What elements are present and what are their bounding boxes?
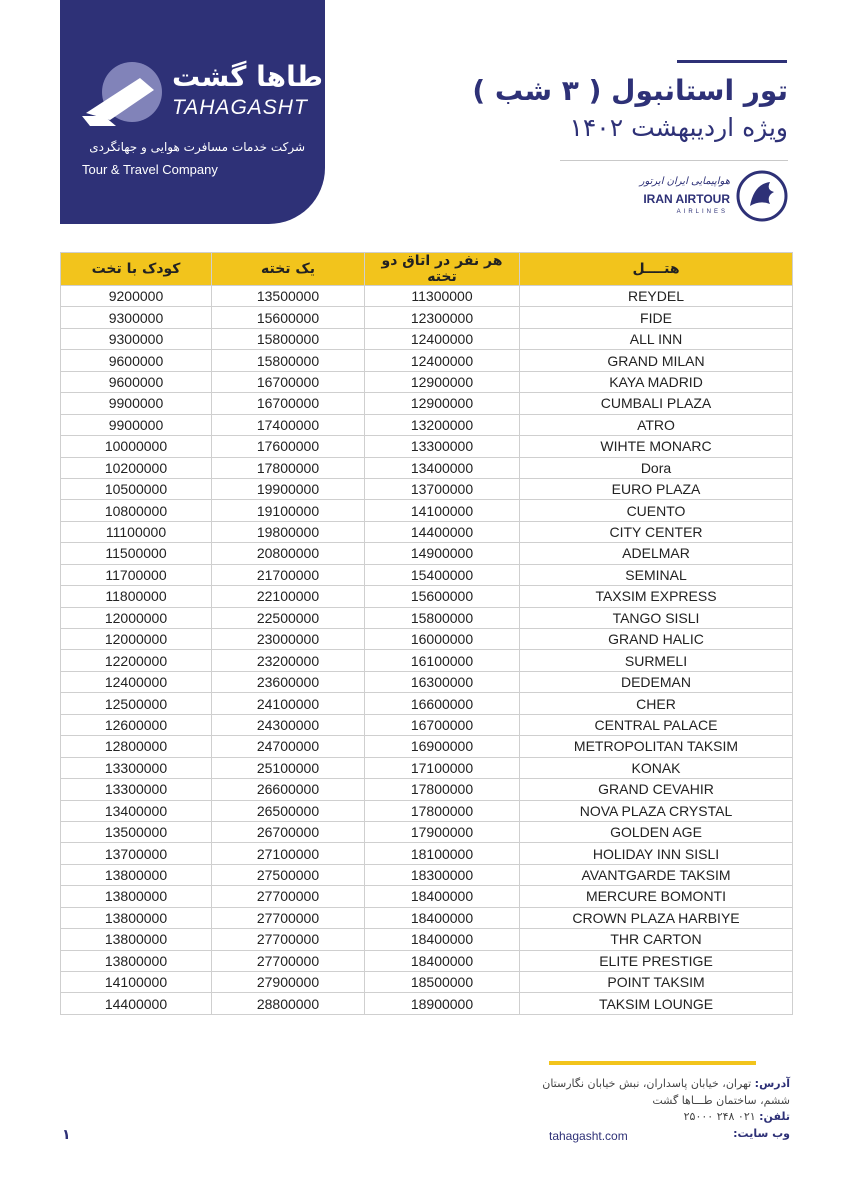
- cell-double: 13400000: [365, 457, 520, 478]
- cell-child: 9300000: [61, 307, 212, 328]
- phone-label: تلفن:: [759, 1110, 790, 1123]
- cell-hotel: HOLIDAY INN SISLI: [520, 843, 793, 864]
- cell-double: 16100000: [365, 650, 520, 671]
- cell-child: 13800000: [61, 929, 212, 950]
- table-row: [61, 843, 793, 864]
- cell-single: 28800000: [212, 993, 365, 1014]
- table-row: [61, 886, 793, 907]
- cell-single: 19100000: [212, 500, 365, 521]
- cell-hotel: NOVA PLAZA CRYSTAL: [520, 800, 793, 821]
- cell-hotel: ADELMAR: [520, 543, 793, 564]
- cell-single: 27500000: [212, 864, 365, 885]
- cell-hotel: GRAND CEVAHIR: [520, 779, 793, 800]
- cell-child: 9300000: [61, 328, 212, 349]
- cell-double: 15400000: [365, 564, 520, 585]
- address-line2: ششم، ساختمان طـــاها گشت: [652, 1094, 790, 1107]
- phone-value: ۰۲۱ ۲۴۸ ۲۵۰۰۰: [683, 1110, 756, 1123]
- cell-double: 13700000: [365, 478, 520, 499]
- cell-double: 17800000: [365, 800, 520, 821]
- cell-child: 13300000: [61, 779, 212, 800]
- table-row: [61, 736, 793, 757]
- brand-name-en: TAHAGASHT: [172, 96, 308, 119]
- cell-child: 13700000: [61, 843, 212, 864]
- table-row: [61, 972, 793, 993]
- cell-single: 23000000: [212, 629, 365, 650]
- cell-double: 18100000: [365, 843, 520, 864]
- cell-child: 13500000: [61, 821, 212, 842]
- cell-double: 16900000: [365, 736, 520, 757]
- cell-child: 9900000: [61, 393, 212, 414]
- website-link[interactable]: tahagasht.com: [549, 1129, 628, 1143]
- cell-child: 9600000: [61, 350, 212, 371]
- airtour-name-fa: هواپیمایی ایران ایرتور: [639, 176, 730, 187]
- cell-hotel: THR CARTON: [520, 929, 793, 950]
- cell-double: 14400000: [365, 521, 520, 542]
- table-row: [61, 500, 793, 521]
- tahagasht-logo-icon: [80, 58, 170, 133]
- cell-double: 12900000: [365, 371, 520, 392]
- cell-single: 24100000: [212, 693, 365, 714]
- cell-child: 9200000: [61, 286, 212, 307]
- cell-single: 22500000: [212, 607, 365, 628]
- cell-child: 12000000: [61, 607, 212, 628]
- cell-single: 19900000: [212, 478, 365, 499]
- table-row: [61, 650, 793, 671]
- cell-double: 18900000: [365, 993, 520, 1014]
- table-row: [61, 950, 793, 971]
- cell-double: 17900000: [365, 821, 520, 842]
- cell-double: 12400000: [365, 328, 520, 349]
- table-row: [61, 371, 793, 392]
- cell-child: 14400000: [61, 993, 212, 1014]
- table-row: [61, 350, 793, 371]
- address-label: آدرس:: [754, 1077, 790, 1090]
- cell-single: 24700000: [212, 736, 365, 757]
- cell-child: 12800000: [61, 736, 212, 757]
- cell-single: 24300000: [212, 714, 365, 735]
- cell-child: 13800000: [61, 950, 212, 971]
- cell-single: 17800000: [212, 457, 365, 478]
- cell-double: 18400000: [365, 929, 520, 950]
- cell-single: 15600000: [212, 307, 365, 328]
- table-row: [61, 907, 793, 928]
- cell-double: 17100000: [365, 757, 520, 778]
- table-row: [61, 757, 793, 778]
- table-row: [61, 457, 793, 478]
- cell-double: 17800000: [365, 779, 520, 800]
- brand-header: [60, 0, 325, 224]
- cell-hotel: ALL INN: [520, 328, 793, 349]
- table-row: [61, 800, 793, 821]
- cell-double: 11300000: [365, 286, 520, 307]
- cell-single: 27100000: [212, 843, 365, 864]
- cell-hotel: CITY CENTER: [520, 521, 793, 542]
- cell-hotel: GRAND MILAN: [520, 350, 793, 371]
- cell-double: 14100000: [365, 500, 520, 521]
- brand-name-fa: طاها گشت: [172, 60, 323, 93]
- iran-airtour-logo: [640, 168, 790, 226]
- table-row: [61, 929, 793, 950]
- cell-hotel: WIHTE MONARC: [520, 436, 793, 457]
- cell-child: 13800000: [61, 886, 212, 907]
- cell-child: 14100000: [61, 972, 212, 993]
- cell-single: 19800000: [212, 521, 365, 542]
- cell-single: 27700000: [212, 886, 365, 907]
- address-block: [540, 1075, 790, 1109]
- title-rule: [677, 60, 787, 63]
- table-row: [61, 693, 793, 714]
- cell-hotel: SEMINAL: [520, 564, 793, 585]
- cell-single: 16700000: [212, 371, 365, 392]
- airtour-name-en: IRAN AIRTOUR: [643, 192, 730, 206]
- table-row: [61, 478, 793, 499]
- cell-hotel: MERCURE BOMONTI: [520, 886, 793, 907]
- cell-double: 15600000: [365, 586, 520, 607]
- cell-double: 18400000: [365, 886, 520, 907]
- cell-double: 16700000: [365, 714, 520, 735]
- cell-single: 25100000: [212, 757, 365, 778]
- cell-child: 13800000: [61, 907, 212, 928]
- page-title: تور استانبول ( ۳ شب ): [472, 74, 788, 107]
- cell-double: 18300000: [365, 864, 520, 885]
- cell-double: 14900000: [365, 543, 520, 564]
- cell-single: 22100000: [212, 586, 365, 607]
- cell-child: 13300000: [61, 757, 212, 778]
- cell-hotel: CUENTO: [520, 500, 793, 521]
- table-row: [61, 564, 793, 585]
- cell-hotel: POINT TAKSIM: [520, 972, 793, 993]
- cell-double: 18400000: [365, 950, 520, 971]
- cell-double: 12300000: [365, 307, 520, 328]
- table-header-row: [61, 253, 793, 286]
- table-body: [61, 286, 793, 1015]
- cell-single: 26600000: [212, 779, 365, 800]
- cell-child: 10500000: [61, 478, 212, 499]
- table-row: [61, 607, 793, 628]
- cell-double: 12400000: [365, 350, 520, 371]
- table-row: [61, 821, 793, 842]
- table-row: [61, 779, 793, 800]
- cell-hotel: ATRO: [520, 414, 793, 435]
- header-double: هر نفر در اتاق دو تخته: [365, 253, 520, 286]
- cell-hotel: CROWN PLAZA HARBIYE: [520, 907, 793, 928]
- website-label: وب سایت:: [733, 1127, 790, 1140]
- cell-single: 27700000: [212, 929, 365, 950]
- footer-rule: [549, 1061, 756, 1065]
- table-row: [61, 543, 793, 564]
- cell-single: 27700000: [212, 950, 365, 971]
- cell-child: 12400000: [61, 671, 212, 692]
- table-row: [61, 586, 793, 607]
- cell-child: 13400000: [61, 800, 212, 821]
- title-divider: [560, 160, 788, 161]
- cell-double: 12900000: [365, 393, 520, 414]
- cell-hotel: ELITE PRESTIGE: [520, 950, 793, 971]
- table-row: [61, 436, 793, 457]
- header-hotel: هتــــل: [520, 253, 793, 286]
- cell-double: 13200000: [365, 414, 520, 435]
- table-row: [61, 671, 793, 692]
- price-table: [60, 252, 793, 1015]
- cell-hotel: DEDEMAN: [520, 671, 793, 692]
- cell-single: 17400000: [212, 414, 365, 435]
- cell-hotel: TAXSIM EXPRESS: [520, 586, 793, 607]
- cell-hotel: GRAND HALIC: [520, 629, 793, 650]
- cell-child: 9600000: [61, 371, 212, 392]
- brand-tagline-fa: شرکت خدمات مسافرت هوایی و جهانگردی: [89, 140, 305, 154]
- table-row: [61, 714, 793, 735]
- cell-single: 15800000: [212, 350, 365, 371]
- cell-child: 12000000: [61, 629, 212, 650]
- cell-double: 16600000: [365, 693, 520, 714]
- cell-child: 11100000: [61, 521, 212, 542]
- cell-hotel: KONAK: [520, 757, 793, 778]
- cell-single: 16700000: [212, 393, 365, 414]
- page-number: ۱: [62, 1127, 71, 1143]
- table-row: [61, 521, 793, 542]
- cell-hotel: Dora: [520, 457, 793, 478]
- table-row: [61, 286, 793, 307]
- table-row: [61, 414, 793, 435]
- cell-double: 16000000: [365, 629, 520, 650]
- cell-hotel: AVANTGARDE TAKSIM: [520, 864, 793, 885]
- cell-single: 17600000: [212, 436, 365, 457]
- cell-single: 15800000: [212, 328, 365, 349]
- table-row: [61, 629, 793, 650]
- brand-tagline-en: Tour & Travel Company: [82, 162, 218, 177]
- cell-hotel: CUMBALI PLAZA: [520, 393, 793, 414]
- table-row: [61, 864, 793, 885]
- cell-hotel: FIDE: [520, 307, 793, 328]
- cell-hotel: TANGO SISLI: [520, 607, 793, 628]
- cell-child: 10200000: [61, 457, 212, 478]
- cell-single: 13500000: [212, 286, 365, 307]
- cell-single: 26700000: [212, 821, 365, 842]
- cell-single: 27900000: [212, 972, 365, 993]
- cell-single: 23200000: [212, 650, 365, 671]
- table-row: [61, 993, 793, 1014]
- cell-double: 13300000: [365, 436, 520, 457]
- cell-hotel: METROPOLITAN TAKSIM: [520, 736, 793, 757]
- cell-double: 15800000: [365, 607, 520, 628]
- cell-single: 27700000: [212, 907, 365, 928]
- cell-hotel: EURO PLAZA: [520, 478, 793, 499]
- cell-hotel: KAYA MADRID: [520, 371, 793, 392]
- address-line1: تهران، خیابان پاسداران، نبش خیابان نگارستان: [542, 1077, 752, 1090]
- airtour-emblem-icon: [736, 170, 788, 222]
- cell-hotel: REYDEL: [520, 286, 793, 307]
- website-label-block: [733, 1127, 790, 1140]
- cell-hotel: CHER: [520, 693, 793, 714]
- cell-child: 12200000: [61, 650, 212, 671]
- cell-child: 9900000: [61, 414, 212, 435]
- table-row: [61, 328, 793, 349]
- page-subtitle: ویژه اردیبهشت ۱۴۰۲: [569, 113, 788, 142]
- cell-child: 11700000: [61, 564, 212, 585]
- cell-hotel: TAKSIM LOUNGE: [520, 993, 793, 1014]
- cell-child: 12600000: [61, 714, 212, 735]
- cell-child: 11800000: [61, 586, 212, 607]
- cell-single: 20800000: [212, 543, 365, 564]
- cell-double: 18400000: [365, 907, 520, 928]
- cell-hotel: SURMELI: [520, 650, 793, 671]
- cell-single: 26500000: [212, 800, 365, 821]
- cell-child: 11500000: [61, 543, 212, 564]
- cell-double: 16300000: [365, 671, 520, 692]
- cell-child: 10800000: [61, 500, 212, 521]
- header-child: کودک با تخت: [61, 253, 212, 286]
- airtour-subtitle: AIRLINES: [676, 209, 728, 215]
- table-row: [61, 393, 793, 414]
- cell-single: 23600000: [212, 671, 365, 692]
- cell-child: 13800000: [61, 864, 212, 885]
- cell-hotel: CENTRAL PALACE: [520, 714, 793, 735]
- cell-hotel: GOLDEN AGE: [520, 821, 793, 842]
- cell-child: 12500000: [61, 693, 212, 714]
- header-single: یک تخته: [212, 253, 365, 286]
- cell-double: 18500000: [365, 972, 520, 993]
- table-row: [61, 307, 793, 328]
- cell-single: 21700000: [212, 564, 365, 585]
- phone-block: [684, 1110, 790, 1123]
- cell-child: 10000000: [61, 436, 212, 457]
